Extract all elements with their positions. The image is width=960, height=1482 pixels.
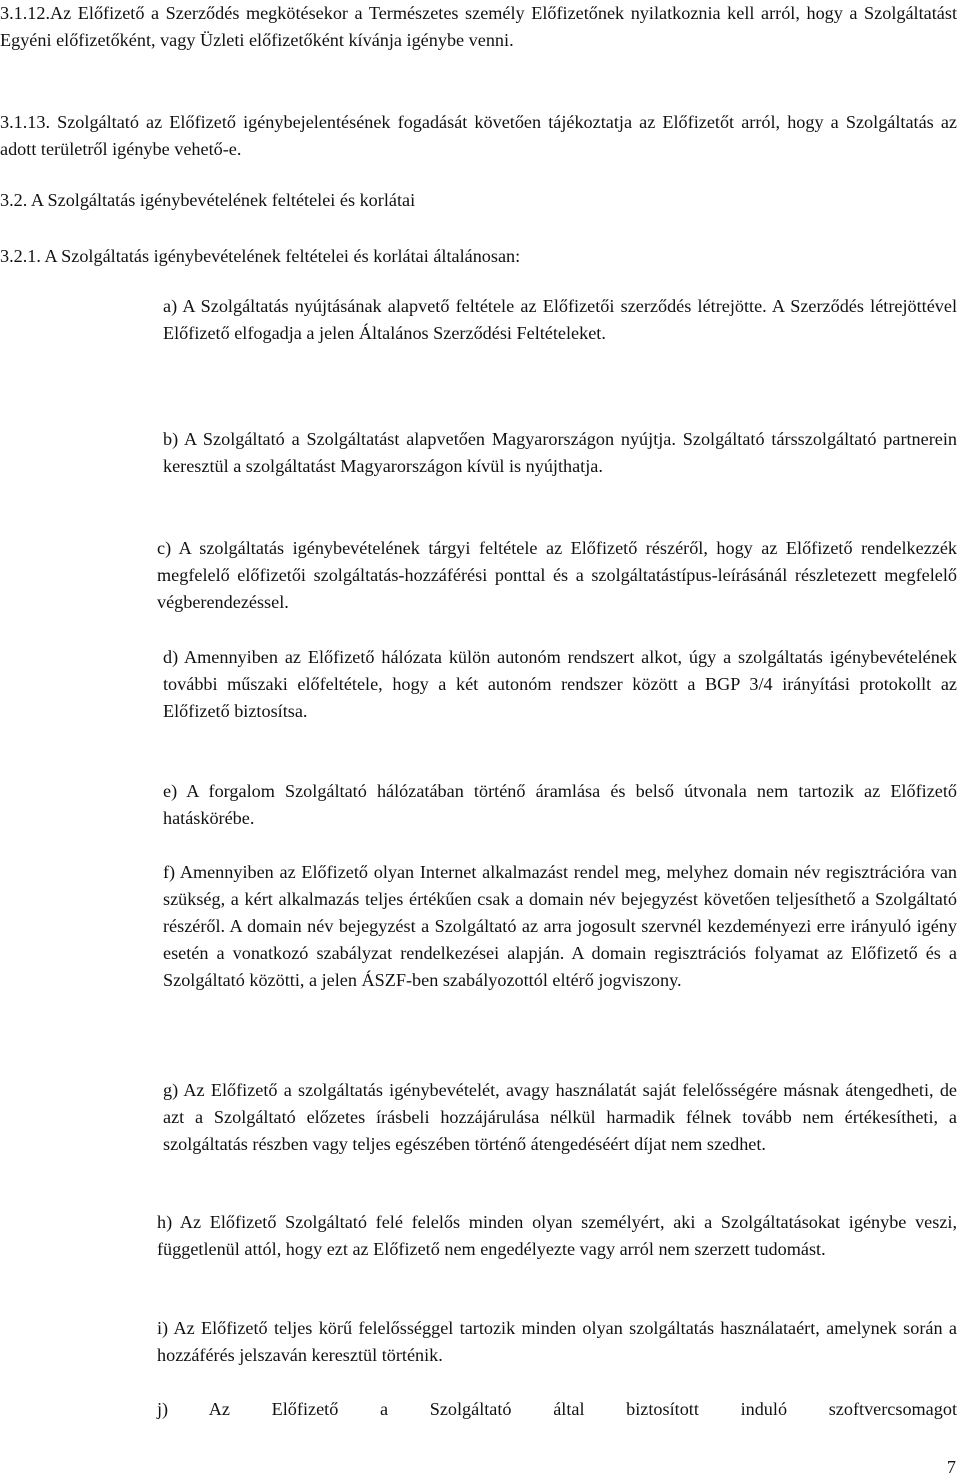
list-item-f: f) Amennyiben az Előfizető olyan Internet alkalmazást rendel meg, melyhez domain név regisztrációra van szükség, a kért alkalmazás teljes értékűen csak a domain név bejegyzést követően teljesíthető a Szolgáltató részéről. A domain név bejegyzést a Szolgáltató az arra jogosult szervnél kezdeményezi erre irányuló igény esetén a vonatkozó szabályzat rendelkezései alapján. A domain regisztrációs folyamat az Előfizető és a Szolgáltató közötti, a jelen ÁSZF-ben szabályozottól eltérő jogviszony. bbox=[163, 862, 957, 990]
list-item-c: c) A szolgáltatás igénybevételének tárgyi feltétele az Előfizető részéről, hogy az Előfizető rendelkezzék megfelelő előfizetői szolgáltatás-hozzáférési ponttal és a szolgáltatástípus-leírásánál részletezett megfelelő végberendezéssel. bbox=[157, 538, 957, 612]
paragraph-3-1-12: 3.1.12.Az Előfizető a Szerződés megkötésekor a Természetes személy Előfizetőnek nyilatkoznia kell arról, hogy a Szolgáltatást Egyéni előfizetőként, vagy Üzleti előfizetőként kívánja igénybe venni. bbox=[0, 3, 957, 50]
paragraph-3-1-13: 3.1.13. Szolgáltató az Előfizető igénybejelentésének fogadását követően tájékoztatja az Előfizetőt arról, hogy a Szolgáltatás az adott területről igénybe vehető-e. bbox=[0, 112, 957, 159]
list-item-h: h) Az Előfizető Szolgáltató felé felelős minden olyan személyért, aki a Szolgáltatásokat igénybe veszi, függetlenül attól, hogy ezt az Előfizető nem engedélyezte vagy arról nem szerzett tudomást. bbox=[157, 1212, 957, 1259]
list-item-g: g) Az Előfizető a szolgáltatás igénybevételét, avagy használatát saját felelősségére másnak átengedheti, de azt a Szolgáltató előzetes írásbeli hozzájárulása nélkül harmadik félnek tovább nem értékesítheti, a szolgáltatás részben vagy teljes egészében történő átengedéséért díjat nem szedhet. bbox=[163, 1080, 957, 1154]
list-item-a: a) A Szolgáltatás nyújtásának alapvető feltétele az Előfizetői szerződés létrejötte. A Szerződés létrejöttével Előfizető elfogadja a jelen Általános Szerződési Feltételeket. bbox=[163, 296, 957, 343]
page-number: 7 bbox=[946, 1457, 956, 1477]
list-item-d: d) Amennyiben az Előfizető hálózata külön autonóm rendszert alkot, úgy a szolgáltatás igénybevételének további műszaki előfeltétele, hogy a két autonóm rendszer között a BGP 3/4 irányítási protokollt az Előfizető biztosítsa. bbox=[163, 647, 957, 721]
list-item-e: e) A forgalom Szolgáltató hálózatában történő áramlása és belső útvonala nem tartozik az Előfizető hatáskörébe. bbox=[163, 781, 957, 828]
section-heading-3-2: 3.2. A Szolgáltatás igénybevételének feltételei és korlátai bbox=[0, 190, 416, 210]
list-item-i: i) Az Előfizető teljes körű felelősséggel tartozik minden olyan szolgáltatás használataért, amelynek során a hozzáférés jelszaván keresztül történik. bbox=[157, 1318, 957, 1365]
list-item-j: j) Az Előfizető a Szolgáltató által biztosított induló szoftvercsomagot bbox=[157, 1399, 957, 1419]
list-item-b: b) A Szolgáltató a Szolgáltatást alapvetően Magyarországon nyújtja. Szolgáltató társszolgáltató partnerein keresztül a szolgáltatást Magyarországon kívül is nyújthatja. bbox=[163, 429, 957, 476]
paragraph-3-2-1: 3.2.1. A Szolgáltatás igénybevételének feltételei és korlátai általánosan: bbox=[0, 246, 521, 266]
